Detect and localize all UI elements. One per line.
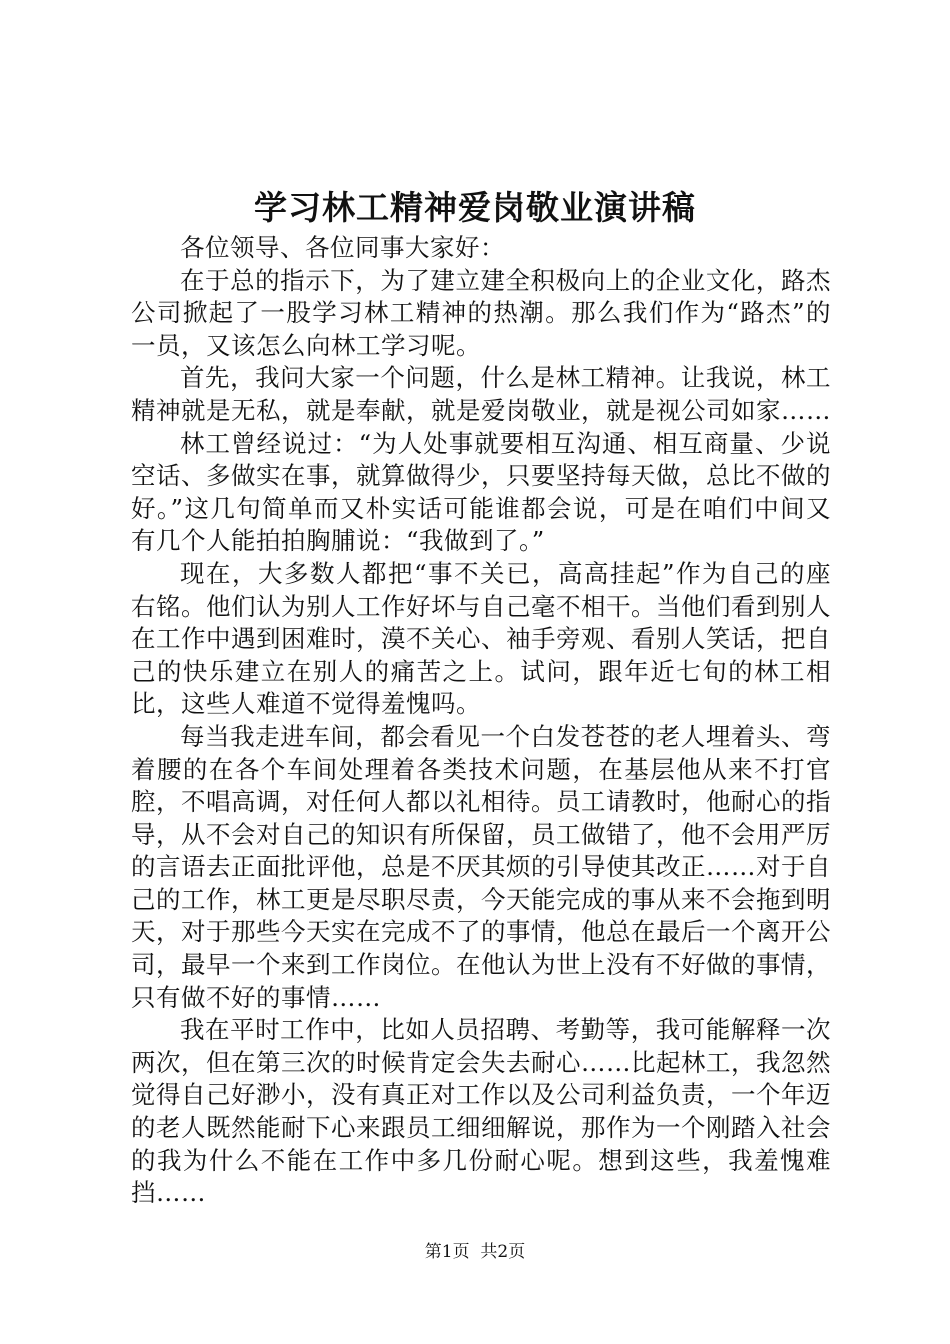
paragraph: 我在平时工作中，比如人员招聘、考勤等，我可能解释一次两次，但在第三次的时候肯定会失去耐心……比起林工，我忽然觉得自己好渺小，没有真正对工作以及公司利益负责，一个年迈的老人既然能耐下心来跟员工细细解说，那作为一个刚踏入社会的我为什么不能在工作中多几份耐心呢。想到这些，我羞愧难挡…… xyxy=(131,1015,831,1208)
document-title: 学习林工精神爱岗敬业演讲稿 xyxy=(254,188,696,227)
document-body xyxy=(131,232,831,1210)
paragraph: 首先，我问大家一个问题，什么是林工精神。让我说，林工精神就是无私，就是奉献，就是爱岗敬业，就是视公司如家…… xyxy=(131,363,831,425)
paragraph: 每当我走进车间，都会看见一个白发苍苍的老人埋着头、弯着腰的在各个车间处理着各类技术问题，在基层他从来不打官腔，不唱高调，对任何人都以礼相待。员工请教时，他耐心的指导，从不会对自己的知识有所保留，员工做错了，他不会用严厉的言语去正面批评他，总是不厌其烦的引导使其改正……对于自己的工作，林工更是尽职尽责，今天能完成的事从来不会拖到明天，对于那些今天实在完成不了的事情，他总在最后一个离开公司，最早一个来到工作岗位。在他认为世上没有不好做的事情，只有做不好的事情…… xyxy=(131,721,831,1012)
paragraph: 现在，大多数人都把“事不关已，高高挂起”作为自己的座右铭。他们认为别人工作好坏与自己毫不相干。当他们看到别人在工作中遇到困难时，漠不关心、袖手旁观、看别人笑话，把自己的快乐建立在别人的痛苦之上。试问，跟年近七旬的林工相比，这些人难道不觉得羞愧吗。 xyxy=(131,558,831,719)
page-number-footer: 第1页 共2页 xyxy=(424,1242,526,1262)
paragraph: 在于总的指示下，为了建立建全积极向上的企业文化，路杰公司掀起了一股学习林工精神的热潮。那么我们作为“路杰”的一员，又该怎么向林工学习呢。 xyxy=(131,265,831,360)
paragraph: 林工曾经说过：“为人处事就要相互沟通、相互商量、少说空话、多做实在事，就算做得少，只要坚持每天做，总比不做的好。”这几句简单而又朴实话可能谁都会说，可是在咱们中间又有几个人能拍拍胸脯说：“我做到了。” xyxy=(131,428,831,556)
paragraph-greeting: 各位领导、各位同事大家好： xyxy=(180,233,505,262)
